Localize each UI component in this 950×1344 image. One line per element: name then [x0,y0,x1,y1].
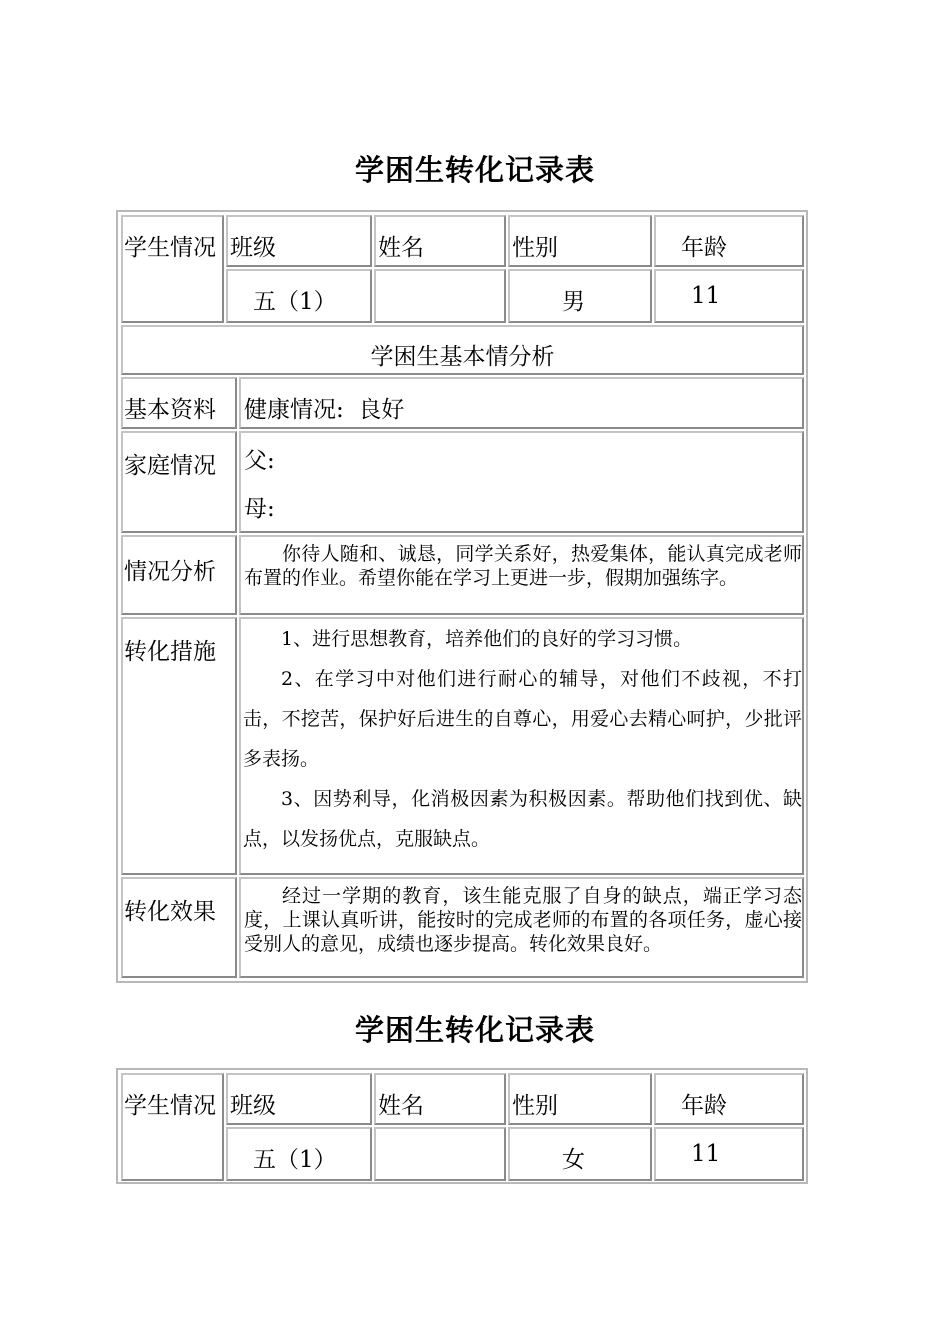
measure-1: 1、进行思想教育，培养他们的良好的学习习惯。 [281,628,693,650]
measure-2: 2、在学习中对他们进行耐心的辅导，对他们不歧视，不打击，不挖苦，保护好后进生的自尊心，用爱心去精心呵护，少批评多表扬。 [243,668,802,770]
gender-header: 性别 [508,1073,652,1125]
family-value [239,431,804,533]
family-label: 家庭情况 [121,431,237,533]
situation-label: 情况分析 [121,535,237,615]
student-info-label: 学生情况 [121,215,224,323]
gender-header: 性别 [508,215,652,267]
name-header: 姓名 [374,1073,506,1125]
name-value [374,269,506,323]
measure-3: 3、因势利导，化消极因素为积极因素。帮助他们找到优、缺点，以发扬优点，克服缺点。 [243,788,802,850]
basic-info-label: 基本资料 [121,377,237,429]
age-value: 11 [654,269,804,323]
student-info-label: 学生情况 [121,1073,224,1181]
record-title-2: 学困生转化记录表 [354,1013,595,1047]
class-header: 班级 [226,1073,372,1125]
gender-value: 女 [508,1127,652,1181]
effect-text: 经过一学期的教育，该生能克服了自身的缺点，端正学习态度，上课认真听讲，能按时的完成老师的布置的各项任务，虚心接受别人的意见，成绩也逐步提高。转化效果良好。 [239,877,804,978]
record-title-1: 学困生转化记录表 [354,153,595,187]
age-header: 年龄 [654,1073,804,1125]
class-header: 班级 [226,215,372,267]
record-table-1 [116,210,808,983]
basic-info-value: 健康情况: 良好 [239,377,804,429]
record-table-2 [116,1068,808,1184]
measures-label: 转化措施 [121,617,237,875]
analysis-heading: 学困生基本情分析 [121,325,804,375]
name-value [374,1127,506,1181]
class-value: 五（1） [226,269,372,323]
name-header: 姓名 [374,215,506,267]
situation-text: 你待人随和、诚恳，同学关系好，热爱集体，能认真完成老师布置的作业。希望你能在学习上更进一步，假期加强练字。 [239,535,804,615]
gender-value: 男 [508,269,652,323]
family-mother: 母: [244,496,275,522]
age-header: 年龄 [654,215,804,267]
family-father: 父: [244,448,275,474]
effect-label: 转化效果 [121,877,237,978]
class-value: 五（1） [226,1127,372,1181]
age-value: 11 [654,1127,804,1181]
measures-text [239,617,804,875]
